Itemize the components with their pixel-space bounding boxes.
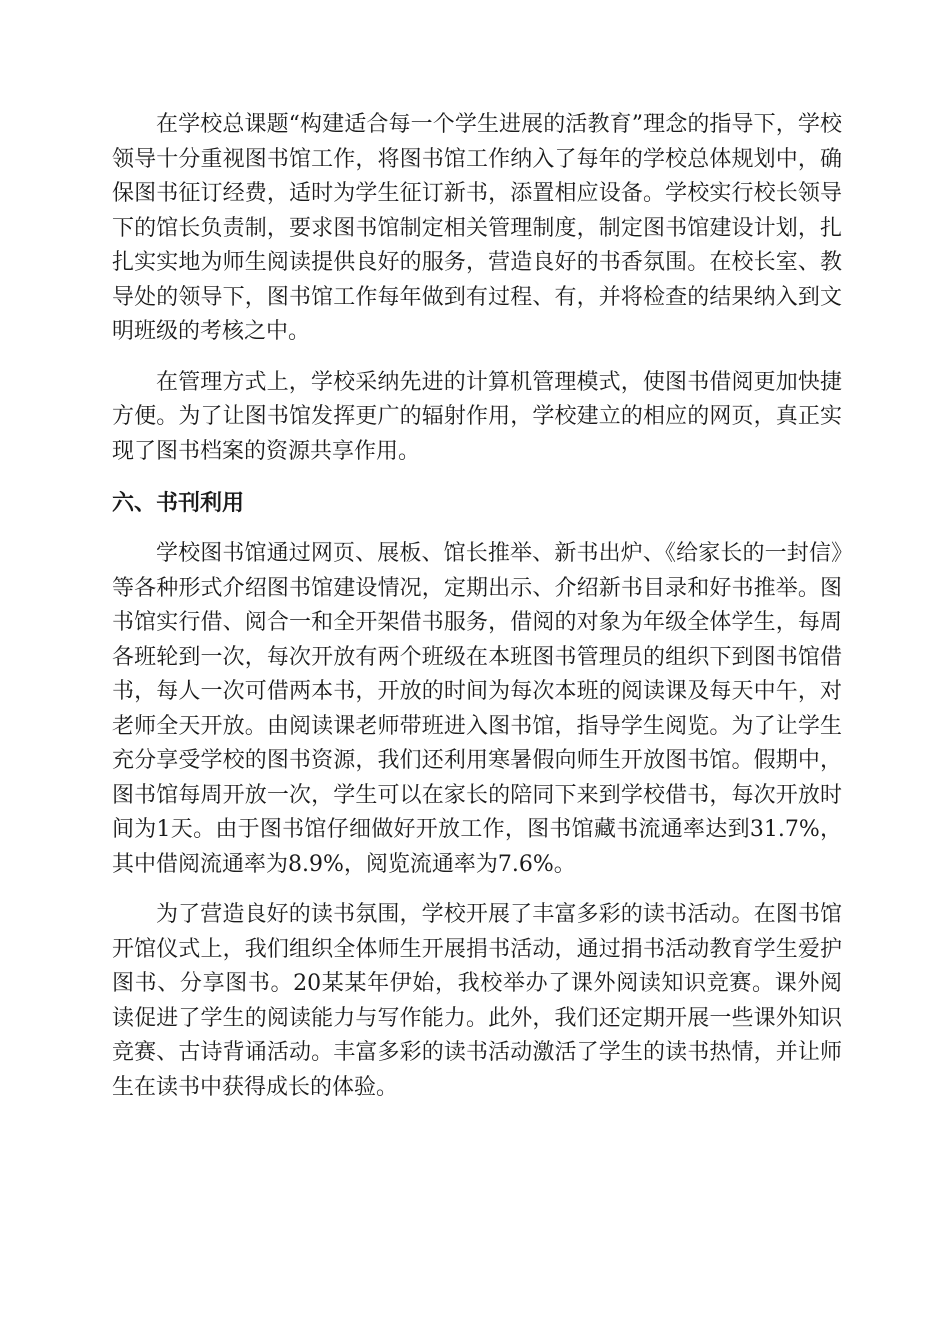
paragraph-library-leadership: 在学校总课题“构建适合每一个学生进展的活教育”理念的指导下，学校领导十分重视图书馆工作，将图书馆工作纳入了每年的学校总体规划中，确保图书征订经费，适时为学生征订新书，添置相应设备。学校实行校长领导下的馆长负责制，要求图书馆制定相关管理制度，制定图书馆建设计划，扎扎实实地为师生阅读提供良好的服务，营造良好的书香氛围。在校长室、教导处的领导下，图书馆工作每年做到有过程、有，并将检查的结果纳入到文明班级的考核之中。 xyxy=(112,112,842,344)
paragraph-lending-service: 学校图书馆通过网页、展板、馆长推举、新书出炉、《给家长的一封信》等各种形式介绍图书馆建设情况，定期出示、介绍新书目录和好书推举。图书馆实行借、阅合一和全开架借书服务，借阅的对象为年级全体学生，每周各班轮到一次，每次开放有两个班级在本班图书管理员的组织下到图书馆借书，每人一次可借两本书，开放的时间为每次本班的阅读课及每天中午，对老师全天开放。由阅读课老师带班进入图书馆，指导学生阅览。为了让学生充分享受学校的图书资源，我们还利用寒暑假向师生开放图书馆。假期中，图书馆每周开放一次，学生可以在家长的陪同下来到学校借书，每次开放时间为1天。由于图书馆仔细做好开放工作，图书馆藏书流通率达到31.7%，其中借阅流通率为8.9%，阅览流通率为7.6%。 xyxy=(112,541,842,877)
paragraph-management-method: 在管理方式上，学校采纳先进的计算机管理模式，使图书借阅更加快捷方便。为了让图书馆发挥更广的辐射作用，学校建立的相应的网页，真正实现了图书档案的资源共享作用。 xyxy=(112,369,842,464)
section-heading-book-usage: 六、书刊利用 xyxy=(112,491,245,516)
paragraph-reading-activities: 为了营造良好的读书氛围，学校开展了丰富多彩的读书活动。在图书馆开馆仪式上，我们组织全体师生开展捐书活动，通过捐书活动教育学生爱护图书、分享图书。20某某年伊始，我校举办了课外阅读知识竞赛。课外阅读促进了学生的阅读能力与写作能力。此外，我们还定期开展一些课外知识竞赛、古诗背诵活动。丰富多彩的读书活动激活了学生的读书热情，并让师生在读书中获得成长的体验。 xyxy=(112,902,842,1100)
document-body xyxy=(112,108,842,1121)
